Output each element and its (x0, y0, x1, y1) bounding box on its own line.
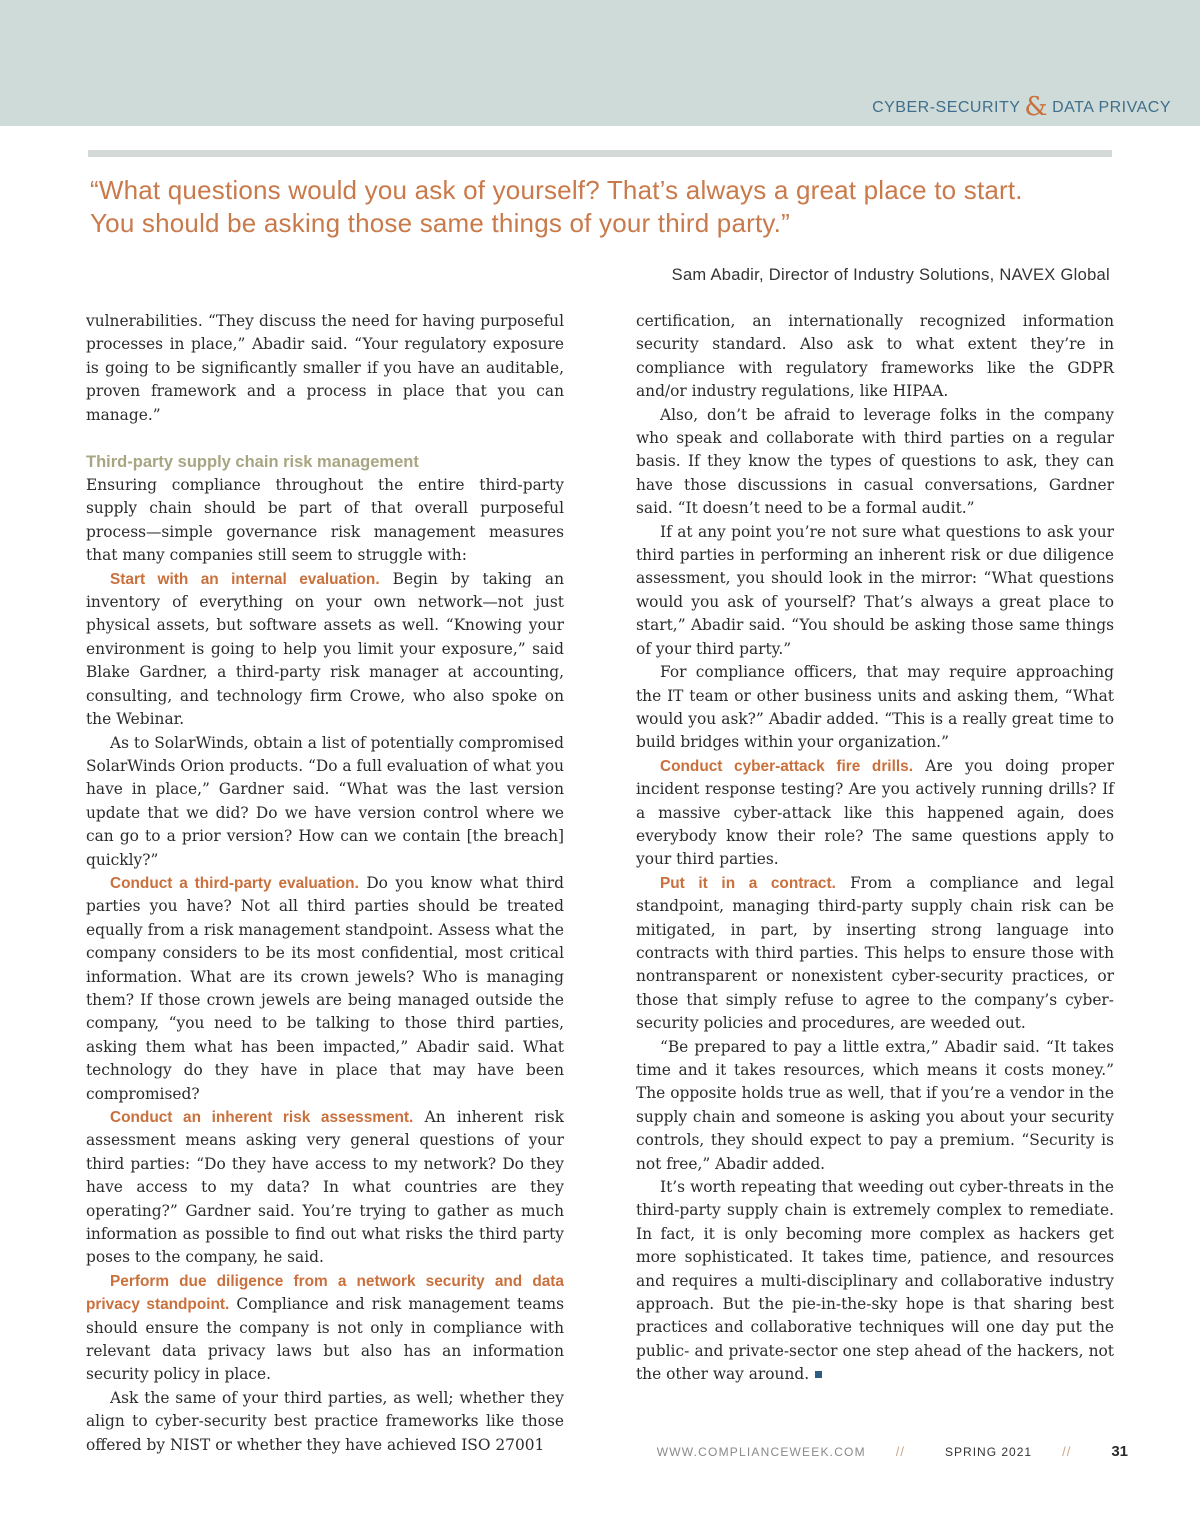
paragraph: certification, an internationally recognized information security standard. Also ask to what extent they’re in compliance with regulatory frameworks like the GDPR and/or industry regulations, like HIPAA. (636, 312, 1114, 401)
section-label (872, 92, 1171, 122)
paragraph: Ask the same of your third parties, as well; whether they align to cyber-security best practice frameworks like those offered by NIST or whether they have achieved ISO 27001 (86, 1388, 564, 1454)
lead-in: Put it in a contract. (660, 874, 836, 892)
paragraph: As to SolarWinds, obtain a list of potentially compromised SolarWinds Orion products. “Do a full evaluation of what you have in place,” Gardner said. “What was the last version update that we did? Do we have version control where we can go to a prior version? How can we contain [the breach] quickly?” (86, 733, 564, 869)
paragraph: Ensuring compliance throughout the entire third-party supply chain should be part of that overall purposeful process—simple governance risk management measures that many companies still seem to struggle with: (86, 476, 564, 565)
pullquote-rule (88, 150, 1112, 157)
footer-separator: // (1062, 1444, 1072, 1459)
page-number: 31 (1111, 1443, 1128, 1460)
lead-in: Start with an internal evaluation. (110, 570, 380, 588)
pullquote (90, 174, 1110, 240)
footer-issue: SPRING 2021 (945, 1445, 1033, 1459)
lead-in: Conduct a third-party evaluation. (110, 874, 359, 892)
paragraph (86, 568, 564, 732)
paragraph: “Be prepared to pay a little extra,” Abadir said. “It takes time and it takes resources, which means it costs money.” The opposite holds true as well, that if you’re a vendor in the supply chain and someone is asking you about your security controls, they should expect to pay a premium. “Security is not free,” Abadir added. (636, 1037, 1114, 1173)
paragraph-body: Begin by taking an inventory of everything on your own network—not just physical assets, but software assets as well. “Knowing your environment is going to help you limit your exposure,” said Blake Gardner, a third-party risk manager at accounting, consulting, and technology firm Crowe, who also spoke on the Webinar. (86, 569, 565, 729)
right-column (636, 310, 1114, 1387)
paragraph (86, 1106, 564, 1270)
section-label-part1: CYBER-SECURITY (872, 99, 1021, 116)
paragraph-body: Are you doing proper incident response testing? Are you actively running drills? If a massive cyber-attack like this happened again, does everybody know their role? The same questions apply to your third parties. (636, 756, 1115, 869)
pullquote-line2: You should be asking those same things of your third party.” (90, 208, 790, 238)
left-column (86, 310, 564, 1457)
paragraph (636, 872, 1114, 1036)
paragraph-body: From a compliance and legal standpoint, managing third-party supply chain risk can be mitigated, in part, by inserting strong language into contracts with third parties. This helps to ensure those with nontransparent or nonexistent cyber-security practices, or those that simply refuse to agree to the company’s cyber-security policies and procedures, are weeded out. (636, 873, 1114, 1033)
paragraph (636, 755, 1114, 872)
paragraph: For compliance officers, that may require approaching the IT team or other business units and asking them, “What would you ask?” Abadir added. “This is a really great time to build bridges within your organization.” (636, 663, 1114, 752)
lead-in: Conduct an inherent risk assessment. (110, 1109, 414, 1126)
paragraph: Also, don’t be afraid to leverage folks in the company who speak and collaborate with third parties on a regular basis. If they know the types of questions to ask, they can have those discussions in casual conversations, Gardner said. “It doesn’t need to be a formal audit.” (636, 405, 1114, 518)
footer-url: WWW.COMPLIANCEWEEK.COM (656, 1445, 866, 1459)
lead-in: Perform due diligence from a network security and data privacy standpoint. (86, 1272, 564, 1314)
paragraph-body: Compliance and risk management teams should ensure the company is not only in compliance with relevant data privacy laws but also has an information security policy in place. (86, 1295, 565, 1384)
footer-separator: // (895, 1444, 906, 1459)
page-footer (657, 1443, 1128, 1460)
end-mark-icon (815, 1371, 822, 1378)
paragraph: vulnerabilities. “They discuss the need for having purposeful processes in place,” Abadir said. “Your regulatory exposure is going to be significantly smaller if you have an auditable, proven framework and a process in place that you can manage.” (86, 312, 564, 424)
paragraph: If at any point you’re not sure what questions to ask your third parties in performing an inherent risk or due diligence assessment, you should look in the mirror: “What questions would you ask of yourself? That’s always a great place to start,” Abadir said. “You should be asking those same things of your third party.” (636, 522, 1114, 658)
section-label-part2: DATA PRIVACY (1052, 99, 1171, 116)
ampersand-glyph: & (1024, 92, 1049, 122)
paragraph (86, 872, 564, 1106)
paragraph-body: An inherent risk assessment means asking very general questions of your third parties: “Do they have access to my network? Do they have access to my data? In what countries are they operating?” Gardner said. You’re trying to gather as much information as possible to find out what risks the third party poses to the company, he said. (86, 1108, 564, 1267)
subheading: Third-party supply chain risk management (86, 453, 419, 472)
paragraph-body: Do you know what third parties you have? Not all third parties should be treated equally from a risk management standpoint. Assess what the company considers to be its most confidential, most critical information. What are its crown jewels? Who is managing them? If those crown jewels are being managed outside the company, “you need to be talking to those third parties, asking them what has been impacted,” Abadir said. What technology do they have in place that may have been compromised? (86, 873, 565, 1103)
paragraph (636, 1176, 1114, 1387)
pullquote-line1: “What questions would you ask of yourself? That’s always a great place to start. (90, 175, 1023, 205)
pullquote-attribution: Sam Abadir, Director of Industry Solutions, NAVEX Global (671, 266, 1110, 284)
paragraph-body: It’s worth repeating that weeding out cyber-threats in the third-party supply chain is extremely complex to remediate. In fact, it is only becoming more complex as hackers get more sophisticated. It takes time, patience, and resources and requires a multi-disciplinary and collaborative industry approach. But the pie-in-the-sky hope is that sharing best practices and collaborative techniques will one day put the public- and private-sector one step ahead of the hackers, not the other way around. (636, 1178, 1114, 1384)
paragraph (86, 1270, 564, 1387)
lead-in: Conduct cyber-attack fire drills. (660, 757, 913, 775)
